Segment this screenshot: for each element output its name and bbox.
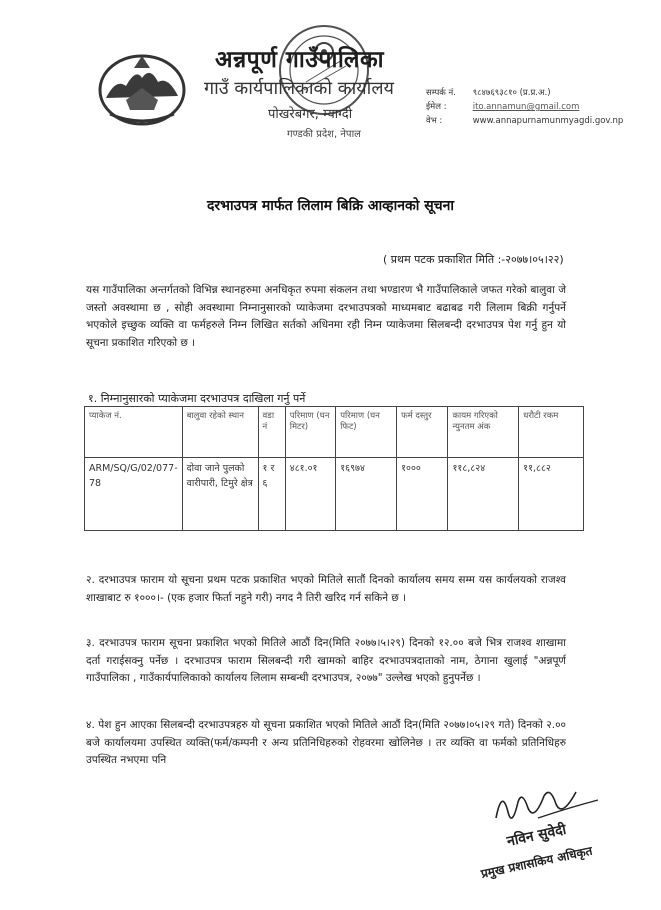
office-name: गाउँ कार्यपालिकाको कार्यालय <box>204 78 394 99</box>
svg-text:प्रमुख प्रशासकिय अधिकृत: प्रमुख प्रशासकिय अधिकृत <box>479 843 594 881</box>
table-header: परिमाण (घन फिट) <box>336 407 397 458</box>
package-number-cell: ARM/SQ/G/02/077-78 <box>85 458 183 531</box>
contact-web-row <box>426 114 623 128</box>
volume-cubic-feet-cell: १६९७४ <box>336 458 397 531</box>
municipality-name: अन्नपूर्ण गाउँपालिका <box>215 47 385 73</box>
table-header: धरौटी रकम <box>519 407 584 458</box>
deposit-amount-cell: ११,८८२ <box>519 458 584 531</box>
package-table <box>84 406 584 531</box>
ward-cell: १ र ६ <box>258 458 285 531</box>
section-1-heading: १. निम्नानुसारको प्याकेजमा दरभाउपत्र दाखिला गर्नु पर्ने <box>88 392 306 405</box>
contact-phone-row <box>426 86 623 100</box>
email-link[interactable]: ito.annamun@gmail.com <box>472 102 580 112</box>
officer-signature <box>478 778 628 888</box>
paragraph-2: २. दरभाउपत्र फाराम यो सूचना प्रथम पटक प्रकाशित भएको मितिले सातौं दिनको कार्यालय समय सम्म यस कार्यलयको राजश्व शाखाबाट रु १०००।- (एक हजार फिर्ता नहुने गरी) नगद नै तिरी खरिद गर्न सकिने छ । <box>86 574 566 604</box>
contact-block <box>426 86 623 128</box>
svg-text:नविन सुवेदी: नविन सुवेदी <box>505 821 568 850</box>
table-header: फर्म दस्तुर <box>397 407 448 458</box>
phone-label: सम्पर्क नं. <box>426 88 456 98</box>
minimum-amount-cell: ११८,८२४ <box>448 458 519 531</box>
table-header: कायम गरिएको न्युनतम अंक <box>448 407 519 458</box>
paragraph-3: ३. दरभाउपत्र फाराम सूचना प्रकाशित भएको मितिले आठौं दिन(मिति २०७७।५।२९) दिनको १२.०० बजे भित्र राजश्व शाखामा दर्ता गराईसक्नु पर्नेछ । दरभाउपत्र फाराम सिलबन्दी गरी खामको बाहिर दरभाउपत्रदाताको नाम, ठेगाना खुलाई "अन्नपूर्ण गाउँपालिका , गाउँकार्यपालिकाको कार्यालय लिलाम सम्बन्धी दरभाउपत्र, २०७७" उल्लेख भएको हुनुपर्नेछ । <box>86 637 566 684</box>
web-label: वेभ : <box>426 116 443 126</box>
table-header: वडा नं <box>258 407 285 458</box>
nepal-emblem-icon <box>96 48 188 128</box>
province: गण्डकी प्रदेश, नेपाल <box>287 129 361 140</box>
published-date: ( प्रथम पटक प्रकाशित मिति :-२०७७।०५।२२) <box>383 253 564 266</box>
website-link[interactable]: www.annapurnamunmyagdi.gov.np <box>472 116 624 126</box>
office-location: पोखरेबगर, म्याग्दी <box>268 107 353 122</box>
table-header: प्याकेज नं. <box>85 407 183 458</box>
volume-cubic-meter-cell: ४८१.०१ <box>285 458 335 531</box>
notice-title: दरभाउपत्र मार्फत लिलाम बिक्रि आव्हानको सूचना <box>206 198 455 214</box>
form-fee-cell: १००० <box>397 458 448 531</box>
contact-email-row <box>426 100 623 114</box>
sand-location-cell: दोवा जाने पुलको वारीपारी, टिमुरे क्षेत्र <box>182 458 258 531</box>
table-row <box>85 458 584 531</box>
table-header: बालुवा रहेको स्थान <box>182 407 258 458</box>
email-label: ईमेल : <box>426 102 447 112</box>
table-header: परिमाण (घन मिटर) <box>285 407 335 458</box>
intro-paragraph: यस गाउँपालिका अन्तर्गतको विभिन्न स्थानहरुमा अनधिकृत रुपमा संकलन तथा भण्डारण भै गाउँपालिकाले जफत गरेको बालुवा जे जस्तो अवस्थामा छ , सोही अवस्थामा निम्नानुसारको प्याकेजमा दरभाउपत्रको माध्यमबाट बढाबढ गरी लिलाम बिक्री गर्नुपर्ने भएकोले इच्छुक व्यक्ति वा फर्महरुले निम्न लिखित सर्तको अधिनमा रही निम्न प्याकेजमा सिलबन्दी दरभाउपत्र पेश गर्नु हुन यो सूचना प्रकाशित गरिएको छ । <box>86 284 566 349</box>
table-header-row <box>85 407 584 458</box>
phone-number: ९८४७६९३८१० (प्र.प्र.अ.) <box>472 88 551 98</box>
paragraph-4: ४. पेश हुन आएका सिलबन्दी दरभाउपत्रहरु यो सूचना प्रकाशित भएको मितिले आठौं दिन(मिति २०७७।०५।२९ गते) दिनको २.०० बजे कार्यालयमा उपस्थित व्यक्ति(फर्म/कम्पनी र अन्य प्रतिनिधिहरुको रोहवरमा खोलिनेछ । तर व्यक्ति वा फर्मको प्रतिनिधिहरु उपस्थित नभएमा पनि <box>86 719 566 766</box>
